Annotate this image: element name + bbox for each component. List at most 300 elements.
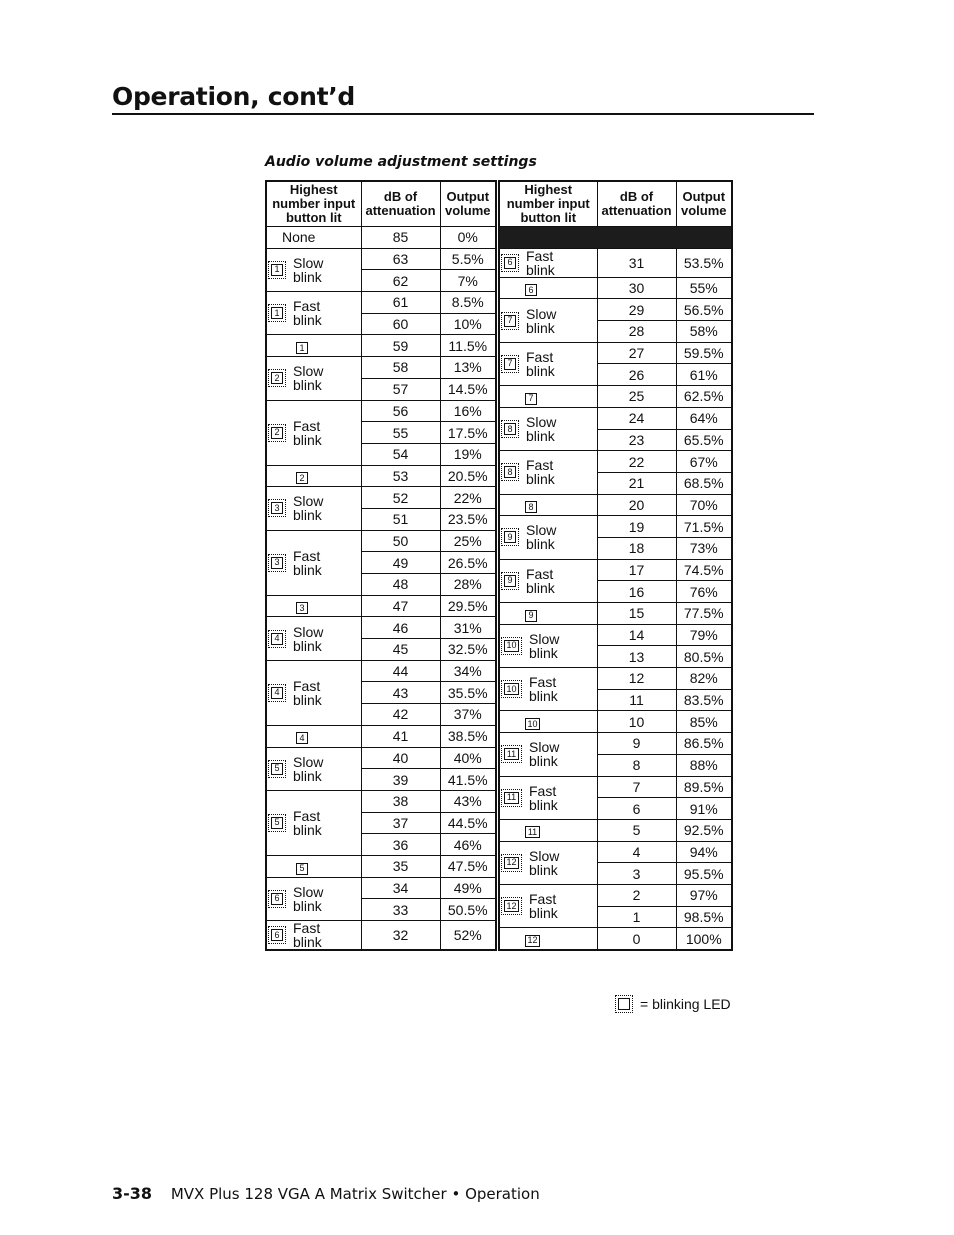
db-attenuation-cell: 19 <box>597 516 676 538</box>
button-lit-cell <box>499 494 597 516</box>
table-row <box>499 559 732 581</box>
blink-rate-label: Slow blink <box>529 739 560 770</box>
db-attenuation-cell: 17 <box>597 559 676 581</box>
output-volume-cell: 0% <box>440 227 496 249</box>
output-volume-cell: 95.5% <box>676 863 732 885</box>
output-volume-cell: 59.5% <box>676 342 732 364</box>
output-volume-cell: 100% <box>676 928 732 950</box>
table-row <box>499 248 732 277</box>
db-attenuation-cell: 11 <box>597 689 676 711</box>
blinking-led-icon: 4 <box>271 633 283 645</box>
blinking-led-icon: 12 <box>504 900 519 912</box>
blinking-led-icon: 5 <box>271 763 283 775</box>
output-volume-cell: 61% <box>676 364 732 386</box>
blink-indicator <box>267 292 361 334</box>
blinking-led-icon: 3 <box>271 557 283 569</box>
blink-rate-label: Fast blink <box>293 298 322 329</box>
db-attenuation-cell: 6 <box>597 798 676 820</box>
blinking-led-icon: 4 <box>271 687 283 699</box>
table-row <box>266 921 496 951</box>
blink-rate-label: Slow blink <box>293 623 324 654</box>
output-volume-cell: 23.5% <box>440 508 496 530</box>
blinking-led-icon: 11 <box>504 748 519 760</box>
blink-indicator <box>500 343 597 385</box>
db-attenuation-cell: 45 <box>361 639 440 661</box>
table-row <box>266 725 496 747</box>
button-lit-cell <box>499 668 597 711</box>
db-attenuation-cell: 38 <box>361 790 440 812</box>
blink-rate-label: Fast blink <box>529 674 558 705</box>
db-attenuation-cell: 56 <box>361 400 440 422</box>
blink-rate-label: Fast blink <box>526 348 555 379</box>
button-lit-cell <box>499 342 597 385</box>
blinking-led-icon: 8 <box>504 466 516 478</box>
table-row <box>266 855 496 877</box>
button-lit-cell <box>499 277 597 299</box>
table-row <box>266 877 496 899</box>
db-attenuation-cell: 26 <box>597 364 676 386</box>
blink-indicator <box>267 401 361 465</box>
table-row <box>499 733 732 755</box>
blink-indicator <box>500 625 597 667</box>
blink-indicator <box>500 451 597 493</box>
table-row <box>499 227 732 249</box>
output-volume-cell: 62.5% <box>676 386 732 408</box>
output-volume-cell: 41.5% <box>440 769 496 791</box>
blink-indicator <box>267 748 361 790</box>
output-volume-cell: 7% <box>440 270 496 292</box>
table-row <box>499 668 732 690</box>
table-row <box>266 530 496 552</box>
legend <box>618 996 731 1012</box>
output-volume-cell: 50.5% <box>440 899 496 921</box>
button-lit-cell <box>266 725 361 747</box>
output-volume-cell: 79% <box>676 624 732 646</box>
button-lit-cell <box>499 733 597 776</box>
button-lit-cell <box>266 595 361 617</box>
blink-rate-label: Fast blink <box>526 457 555 488</box>
db-attenuation-cell: 61 <box>361 292 440 314</box>
button-lit-cell <box>266 660 361 725</box>
steady-led-icon: 11 <box>525 826 540 838</box>
table-header-row <box>266 181 496 227</box>
output-volume-cell: 92.5% <box>676 819 732 841</box>
db-attenuation-cell: 55 <box>361 422 440 444</box>
title-divider <box>112 113 814 115</box>
button-lit-cell <box>266 747 361 790</box>
db-attenuation-cell: 29 <box>597 299 676 321</box>
output-volume-cell: 44.5% <box>440 812 496 834</box>
page-title: Operation, cont’d <box>112 82 356 111</box>
output-volume-cell: 74.5% <box>676 559 732 581</box>
button-lit-cell <box>266 530 361 595</box>
header-button-lit: Highest number input button lit <box>266 181 361 227</box>
output-volume-cell: 13% <box>440 357 496 379</box>
db-attenuation-cell: 23 <box>597 429 676 451</box>
blinking-led-icon: 2 <box>271 427 283 439</box>
button-lit-cell <box>266 617 361 660</box>
button-lit-cell <box>266 248 361 291</box>
output-volume-cell: 31% <box>440 617 496 639</box>
header-db-attenuation: dB of attenuation <box>361 181 440 227</box>
output-volume-cell: 89.5% <box>676 776 732 798</box>
blink-indicator <box>500 249 597 277</box>
steady-led-icon: 3 <box>296 602 308 614</box>
button-lit-cell <box>499 407 597 450</box>
output-volume-cell: 25% <box>440 530 496 552</box>
output-volume-cell: 38.5% <box>440 725 496 747</box>
output-volume-cell: 5.5% <box>440 248 496 270</box>
table-row <box>266 595 496 617</box>
output-volume-cell: 67% <box>676 451 732 473</box>
db-attenuation-cell: 25 <box>597 386 676 408</box>
db-attenuation-cell: 85 <box>361 227 440 249</box>
blink-rate-label: Slow blink <box>526 414 557 444</box>
blink-rate-label: Slow blink <box>293 254 324 285</box>
button-lit-cell <box>266 855 361 877</box>
blinking-led-icon: 10 <box>504 683 519 695</box>
db-attenuation-cell: 13 <box>597 646 676 668</box>
blink-indicator <box>500 560 597 602</box>
steady-led-icon: 12 <box>525 935 540 947</box>
table-row <box>266 465 496 487</box>
output-volume-cell: 47.5% <box>440 855 496 877</box>
table-row <box>266 227 496 249</box>
output-volume-cell: 52% <box>440 921 496 951</box>
blink-indicator <box>267 791 361 855</box>
table-row <box>499 277 732 299</box>
output-volume-cell: 35.5% <box>440 682 496 704</box>
button-lit-cell <box>499 711 597 733</box>
db-attenuation-cell: 4 <box>597 841 676 863</box>
button-lit-cell <box>266 921 361 951</box>
table-row <box>499 928 732 950</box>
blink-rate-label: Fast blink <box>293 547 322 578</box>
page-footer <box>112 1184 540 1203</box>
blinking-led-icon: 2 <box>271 372 283 384</box>
steady-led-icon: 7 <box>525 393 537 405</box>
db-attenuation-cell: 46 <box>361 617 440 639</box>
db-attenuation-cell: 3 <box>597 863 676 885</box>
output-volume-cell: 58% <box>676 321 732 343</box>
blinking-led-icon: 5 <box>271 817 283 829</box>
db-attenuation-cell: 24 <box>597 407 676 429</box>
blink-indicator <box>500 668 597 710</box>
steady-led-icon: 9 <box>525 610 537 622</box>
output-volume-cell: 56.5% <box>676 299 732 321</box>
blink-rate-label: Slow blink <box>526 305 557 336</box>
steady-led-icon: 2 <box>296 472 308 484</box>
table-row <box>266 400 496 422</box>
db-attenuation-cell: 63 <box>361 248 440 270</box>
button-lit-cell <box>499 819 597 841</box>
db-attenuation-cell: 15 <box>597 603 676 625</box>
button-lit-cell <box>266 335 361 357</box>
db-attenuation-cell: 10 <box>597 711 676 733</box>
table-row <box>499 342 732 364</box>
blink-indicator <box>267 249 361 291</box>
db-attenuation-cell: 47 <box>361 595 440 617</box>
table-body-left <box>266 227 496 951</box>
table-row <box>266 660 496 682</box>
steady-led-icon: 5 <box>296 863 308 875</box>
blinking-led-icon: 7 <box>504 315 516 327</box>
table-row <box>266 487 496 509</box>
button-lit-cell <box>499 559 597 602</box>
button-lit-cell <box>266 790 361 855</box>
db-attenuation-cell: 0 <box>597 928 676 950</box>
blinking-led-icon: 10 <box>504 640 519 652</box>
blink-indicator <box>500 842 597 884</box>
button-lit-cell <box>499 776 597 819</box>
button-lit-cell <box>266 877 361 920</box>
db-attenuation-cell: 48 <box>361 574 440 596</box>
volume-table-right <box>498 180 733 951</box>
button-lit-cell <box>266 292 361 335</box>
db-attenuation-cell: 20 <box>597 494 676 516</box>
header-output-volume: Output volume <box>676 181 732 227</box>
legend-text: = blinking LED <box>640 996 731 1012</box>
output-volume-cell: 80.5% <box>676 646 732 668</box>
blinking-led-icon: 7 <box>504 358 516 370</box>
output-volume-cell: 98.5% <box>676 906 732 928</box>
table-header-row <box>499 181 732 227</box>
button-lit-cell <box>499 928 597 950</box>
db-attenuation-cell: 57 <box>361 378 440 400</box>
button-state-label: None <box>282 229 316 246</box>
output-volume-cell: 43% <box>440 790 496 812</box>
db-attenuation-cell: 21 <box>597 472 676 494</box>
output-volume-cell: 55% <box>676 277 732 299</box>
output-volume-cell: 83.5% <box>676 689 732 711</box>
db-attenuation-cell: 34 <box>361 877 440 899</box>
steady-led-icon: 8 <box>525 501 537 513</box>
db-attenuation-cell: 5 <box>597 819 676 841</box>
db-attenuation-cell: 14 <box>597 624 676 646</box>
output-volume-cell: 91% <box>676 798 732 820</box>
blinking-led-icon: 1 <box>271 307 283 319</box>
button-lit-cell <box>499 516 597 559</box>
db-attenuation-cell: 37 <box>361 812 440 834</box>
blinking-led-icon: 9 <box>504 531 516 543</box>
db-attenuation-cell: 44 <box>361 660 440 682</box>
blink-indicator <box>267 921 361 949</box>
table-row <box>499 776 732 798</box>
db-attenuation-cell: 53 <box>361 465 440 487</box>
db-attenuation-cell: 2 <box>597 884 676 906</box>
output-volume-cell: 88% <box>676 754 732 776</box>
output-volume-cell: 46% <box>440 834 496 856</box>
table-row <box>499 603 732 625</box>
table-row <box>499 711 732 733</box>
db-attenuation-cell: 27 <box>597 342 676 364</box>
blink-indicator <box>267 357 361 399</box>
output-volume-cell: 10% <box>440 313 496 335</box>
button-lit-cell <box>499 248 597 277</box>
output-volume-cell: 22% <box>440 487 496 509</box>
volume-table-left <box>265 180 497 951</box>
table-row <box>499 819 732 841</box>
blink-rate-label: Fast blink <box>526 247 555 278</box>
button-lit-cell <box>266 465 361 487</box>
output-volume-cell: 71.5% <box>676 516 732 538</box>
output-volume-cell: 34% <box>440 660 496 682</box>
table-row <box>266 747 496 769</box>
blink-rate-label: Fast blink <box>526 565 555 596</box>
output-volume-cell: 14.5% <box>440 378 496 400</box>
button-lit-cell <box>499 386 597 408</box>
button-lit-cell <box>266 487 361 530</box>
table-row <box>266 248 496 270</box>
output-volume-cell: 86.5% <box>676 733 732 755</box>
button-lit-cell <box>499 299 597 342</box>
output-volume-cell: 65.5% <box>676 429 732 451</box>
table-row <box>499 299 732 321</box>
blink-indicator <box>500 885 597 927</box>
blink-indicator <box>500 516 597 558</box>
blink-rate-label: Fast blink <box>293 677 322 708</box>
db-attenuation-cell: 8 <box>597 754 676 776</box>
blink-indicator <box>267 661 361 725</box>
db-attenuation-cell: 51 <box>361 508 440 530</box>
blink-indicator <box>500 733 597 775</box>
output-volume-cell: 29.5% <box>440 595 496 617</box>
blank-row <box>499 227 732 249</box>
header-button-lit: Highest number input button lit <box>499 181 597 227</box>
blinking-led-icon: 8 <box>504 423 516 435</box>
blink-rate-label: Fast blink <box>293 417 322 448</box>
output-volume-cell: 53.5% <box>676 248 732 277</box>
blink-rate-label: Fast blink <box>293 807 322 838</box>
table-row <box>499 624 732 646</box>
output-volume-cell: 82% <box>676 668 732 690</box>
header-output-volume: Output volume <box>440 181 496 227</box>
output-volume-cell: 85% <box>676 711 732 733</box>
db-attenuation-cell: 7 <box>597 776 676 798</box>
output-volume-cell: 68.5% <box>676 472 732 494</box>
blinking-led-icon: 11 <box>504 792 519 804</box>
output-volume-cell: 64% <box>676 407 732 429</box>
output-volume-cell: 76% <box>676 581 732 603</box>
blinking-led-icon: 6 <box>271 929 283 941</box>
db-attenuation-cell: 30 <box>597 277 676 299</box>
button-lit-cell <box>499 451 597 494</box>
table-row <box>266 357 496 379</box>
button-lit-cell <box>266 227 361 249</box>
button-lit-cell <box>266 400 361 465</box>
blink-indicator <box>267 531 361 595</box>
blink-rate-label: Fast blink <box>529 891 558 922</box>
db-attenuation-cell: 58 <box>361 357 440 379</box>
db-attenuation-cell: 52 <box>361 487 440 509</box>
db-attenuation-cell: 9 <box>597 733 676 755</box>
table-caption: Audio volume adjustment settings <box>265 154 537 170</box>
table-row <box>266 617 496 639</box>
output-volume-cell: 94% <box>676 841 732 863</box>
blinking-led-icon: 3 <box>271 502 283 514</box>
blinking-led-icon: 12 <box>504 857 519 869</box>
blink-indicator <box>500 777 597 819</box>
db-attenuation-cell: 54 <box>361 443 440 465</box>
db-attenuation-cell: 50 <box>361 530 440 552</box>
table-row <box>499 516 732 538</box>
blink-rate-label: Slow blink <box>526 522 557 553</box>
blinking-led-icon: 9 <box>504 575 516 587</box>
db-attenuation-cell: 32 <box>361 921 440 951</box>
db-attenuation-cell: 39 <box>361 769 440 791</box>
table-row <box>266 335 496 357</box>
db-attenuation-cell: 18 <box>597 537 676 559</box>
blinking-led-icon: 1 <box>271 264 283 276</box>
blink-indicator <box>267 878 361 920</box>
blink-rate-label: Slow blink <box>529 847 560 878</box>
db-attenuation-cell: 22 <box>597 451 676 473</box>
table-row <box>499 386 732 408</box>
output-volume-cell: 77.5% <box>676 603 732 625</box>
output-volume-cell: 28% <box>440 574 496 596</box>
blink-indicator <box>267 617 361 659</box>
db-attenuation-cell: 1 <box>597 906 676 928</box>
steady-led-icon: 1 <box>296 342 308 354</box>
blinking-led-icon: 6 <box>504 257 516 269</box>
db-attenuation-cell: 59 <box>361 335 440 357</box>
blink-rate-label: Slow blink <box>293 753 324 784</box>
table-row <box>499 451 732 473</box>
db-attenuation-cell: 28 <box>597 321 676 343</box>
db-attenuation-cell: 35 <box>361 855 440 877</box>
output-volume-cell: 73% <box>676 537 732 559</box>
button-lit-cell <box>499 841 597 884</box>
output-volume-cell: 97% <box>676 884 732 906</box>
blinking-led-icon <box>618 998 630 1010</box>
db-attenuation-cell: 12 <box>597 668 676 690</box>
output-volume-cell: 17.5% <box>440 422 496 444</box>
blink-rate-label: Fast blink <box>529 782 558 813</box>
steady-led-icon: 4 <box>296 732 308 744</box>
button-lit-cell <box>266 357 361 400</box>
output-volume-cell: 70% <box>676 494 732 516</box>
table-row <box>499 884 732 906</box>
button-lit-cell <box>499 603 597 625</box>
db-attenuation-cell: 33 <box>361 899 440 921</box>
steady-led-icon: 10 <box>525 718 540 730</box>
page-number: 3-38 <box>112 1184 153 1203</box>
blink-indicator <box>267 487 361 529</box>
db-attenuation-cell: 62 <box>361 270 440 292</box>
blinking-led-icon: 6 <box>271 893 283 905</box>
table-body-right <box>499 227 732 951</box>
blink-rate-label: Slow blink <box>529 630 560 661</box>
output-volume-cell: 26.5% <box>440 552 496 574</box>
blink-rate-label: Slow blink <box>293 493 324 524</box>
blink-indicator <box>500 408 597 450</box>
blink-rate-label: Fast blink <box>293 920 322 950</box>
db-attenuation-cell: 49 <box>361 552 440 574</box>
footer-product: MVX Plus 128 VGA A Matrix Switcher • Operation <box>170 1185 540 1203</box>
blink-indicator <box>500 299 597 341</box>
table-row <box>499 407 732 429</box>
db-attenuation-cell: 36 <box>361 834 440 856</box>
button-lit-cell <box>499 624 597 667</box>
header-db-attenuation: dB of attenuation <box>597 181 676 227</box>
output-volume-cell: 20.5% <box>440 465 496 487</box>
output-volume-cell: 8.5% <box>440 292 496 314</box>
output-volume-cell: 37% <box>440 704 496 726</box>
output-volume-cell: 16% <box>440 400 496 422</box>
db-attenuation-cell: 41 <box>361 725 440 747</box>
output-volume-cell: 49% <box>440 877 496 899</box>
output-volume-cell: 19% <box>440 443 496 465</box>
